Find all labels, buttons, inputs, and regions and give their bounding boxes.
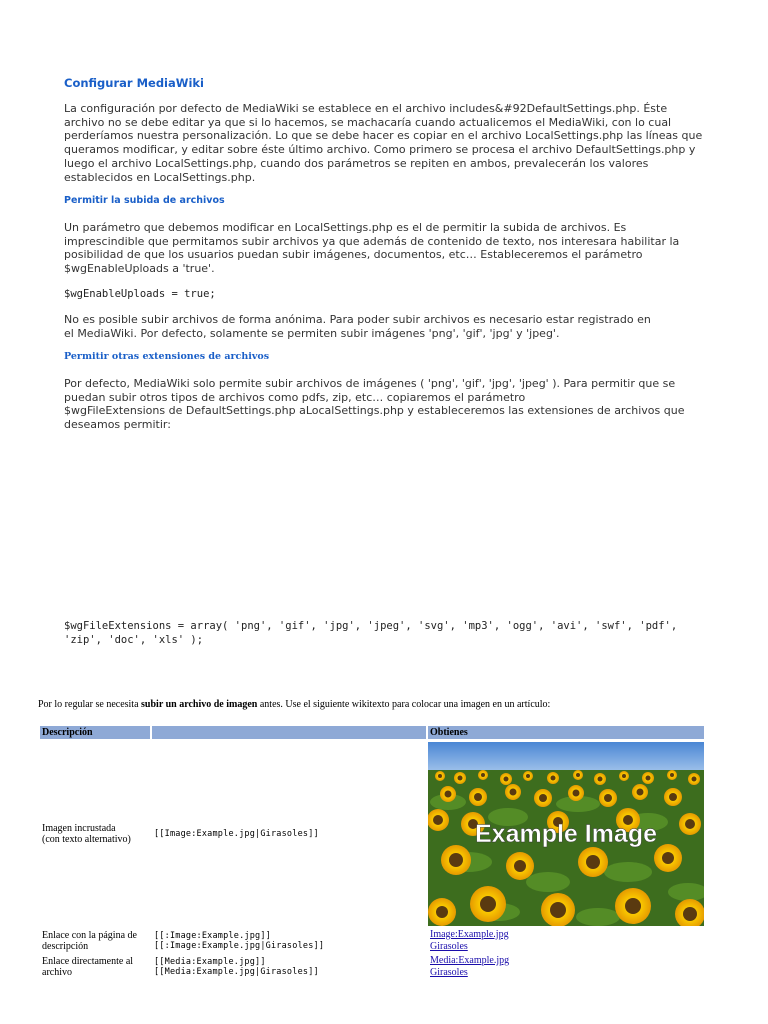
wiki-syntax-table: [38, 724, 706, 981]
row-result: [428, 955, 704, 979]
code-file-extensions: [64, 620, 677, 647]
text-line: perderíamos nuestra personalización. Lo que se debe hacer es copiar en el archivo LocalSettings.php las líneas que: [64, 129, 703, 143]
section-heading-uploads: Permitir la subida de archivos: [64, 195, 225, 206]
girasoles-link[interactable]: Girasoles: [430, 967, 468, 978]
desc-line: archivo: [42, 967, 72, 978]
text-line: No es posible subir archivos de forma anónima. Para poder subir archivos es necesario estar registrado en: [64, 313, 651, 326]
text-line: $wgEnableUploads a 'true'.: [64, 262, 215, 276]
desc-line: Enlace directamente al: [42, 956, 134, 967]
wikitext-line: [[Image:Example.jpg|Girasoles]]: [154, 829, 319, 839]
uploads-paragraph: [64, 221, 714, 276]
header-description: Descripción: [40, 726, 150, 739]
header-result: Obtienes: [428, 726, 704, 739]
anonymous-paragraph: [64, 313, 714, 340]
extensions-paragraph: [64, 377, 714, 432]
page-title: Configurar MediaWiki: [64, 76, 204, 90]
row-wikitext: [152, 929, 426, 953]
text-line: deseamos permitir:: [64, 418, 171, 432]
row-wikitext: [152, 955, 426, 979]
intro-text: antes. Use el siguiente wikitexto para colocar una imagen en un artículo:: [257, 699, 551, 710]
code-enable-uploads: $wgEnableUploads = true;: [64, 288, 216, 300]
desc-line: (con texto alternativo): [42, 834, 131, 845]
table-row: [40, 741, 704, 927]
desc-line: Enlace con la página de: [42, 930, 137, 941]
text-line: luego el archivo LocalSettings.php, cuando dos parámetros se repiten en ambos, prevalecerán los valores: [64, 156, 649, 170]
text-line: queramos modificar, y editar sobre éste último archivo. Como primero se procesa el archivo DefaultSettings.php y: [64, 143, 696, 157]
image-page-link[interactable]: Image:Example.jpg: [430, 929, 509, 940]
wikitext-line: [[:Image:Example.jpg|Girasoles]]: [154, 941, 325, 951]
intro-paragraph: [64, 102, 714, 184]
girasoles-link[interactable]: Girasoles: [430, 941, 468, 952]
desc-line: Imagen incrustada: [42, 823, 116, 834]
sunflower-image[interactable]: [428, 742, 704, 926]
row-result: [428, 929, 704, 953]
desc-line: descripción: [42, 941, 89, 952]
row-description: [40, 955, 150, 979]
text-line: Por defecto, MediaWiki solo permite subir archivos de imágenes ( 'png', 'gif', 'jpg', 'jpeg' ). Para permitir que se: [64, 377, 676, 390]
code-line: 'zip', 'doc', 'xls' );: [64, 633, 204, 646]
wikitext-line: [[:Image:Example.jpg]]: [154, 931, 271, 941]
image-caption: Example Image: [474, 820, 658, 848]
text-line: Un parámetro que debemos modificar en LocalSettings.php es el de permitir la subida de archivos. Es: [64, 221, 627, 234]
row-result: [428, 741, 704, 927]
media-file-link[interactable]: Media:Example.jpg: [430, 955, 510, 966]
text-line: $wgFileExtensions de DefaultSettings.php aLocalSettings.php y estableceremos las extensiones de archivos que: [64, 404, 685, 418]
row-wikitext: [152, 741, 426, 927]
section-heading-extensions: Permitir otras extensiones de archivos: [64, 351, 270, 362]
sunflower-field-illustration: [428, 742, 704, 926]
intro-text: Por lo regular se necesita: [38, 699, 142, 710]
table-row: [40, 929, 704, 953]
text-line: posibilidad de que los usuarios puedan subir imágenes, documentos, etc… Estableceremos el parámetro: [64, 248, 643, 262]
wiki-intro: [38, 699, 550, 710]
row-description: [40, 929, 150, 953]
table-header-row: [40, 726, 704, 739]
text-line: establecidos en LocalSettings.php.: [64, 170, 256, 184]
header-blank: [152, 726, 426, 739]
code-line: $wgFileExtensions = array( 'png', 'gif', 'jpg', 'jpeg', 'svg', 'mp3', 'ogg', 'avi', 'swf', 'pdf',: [64, 620, 678, 632]
intro-bold-link-text: subir un archivo de imagen: [141, 699, 258, 710]
text-line: puedan subir otros tipos de archivos como pdfs, zip, etc… copiaremos el parámetro: [64, 390, 526, 404]
wikitext-line: [[Media:Example.jpg|Girasoles]]: [154, 967, 319, 977]
wikitext-line: [[Media:Example.jpg]]: [154, 957, 266, 967]
text-line: imprescindible que permitamos subir archivos ya que además de contenido de texto, nos interesara habilitar la: [64, 234, 680, 248]
text-line: archivo no se debe editar ya que si lo hacemos, se machacaría cuando actualicemos el MediaWiki, con lo cual: [64, 115, 672, 129]
text-line: La configuración por defecto de MediaWiki se establece en el archivo includes&#92DefaultSettings.php. Éste: [64, 102, 668, 115]
table-row: [40, 955, 704, 979]
text-line: el MediaWiki. Por defecto, solamente se permiten subir imágenes 'png', 'gif', 'jpg' y 'jpeg'.: [64, 326, 560, 340]
row-description: [40, 741, 150, 927]
